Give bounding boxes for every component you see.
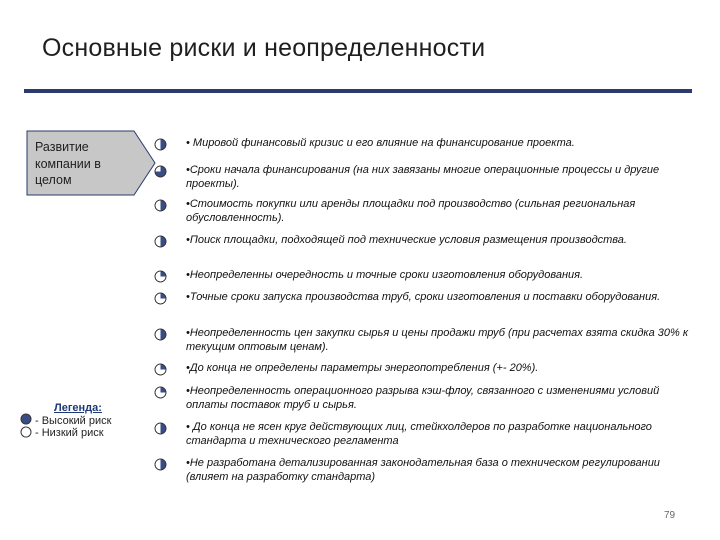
risk-level-icon — [154, 422, 167, 440]
legend-low-row — [20, 427, 150, 440]
risk-level-icon — [154, 138, 167, 156]
risk-text: •Стоимость покупки или аренды площадки под производство (сильная региональная обусловленность). — [186, 198, 636, 224]
risk-level-icon — [154, 199, 167, 217]
legend-low-label: - Низкий риск — [35, 427, 104, 439]
risk-text: • Мировой финансовый кризис и его влияние на финансирование проекта. — [186, 137, 575, 149]
legend-high-label: - Высокий риск — [35, 414, 112, 427]
risk-level-icon — [154, 292, 167, 310]
risk-text: • До конца не ясен круг действующих лиц, стейкхолдеров по разработке национального стандарта и технического регламента — [186, 421, 652, 447]
risk-text: •Поиск площадки, подходящей под технические условия размещения производства. — [186, 234, 627, 246]
page-number: 79 — [664, 510, 676, 521]
risk-text: •Не разработана детализированная законодательная база о техническом регулировании (влияет на разработку стандарта) — [186, 457, 660, 483]
risk-level-icon — [154, 165, 167, 183]
risk-text: •Точные сроки запуска производства труб, сроки изготовления и поставки оборудования. — [186, 291, 661, 303]
title-divider — [24, 89, 692, 93]
risk-text: •До конца не определены параметры энергопотребления (+- 20%). — [186, 362, 539, 374]
risk-level-icon — [154, 235, 167, 253]
risk-level-icon — [154, 386, 167, 404]
low-risk-icon — [20, 426, 32, 442]
category-callout — [26, 130, 156, 196]
category-label: Развитие компании в целом — [35, 140, 101, 187]
risk-text: •Неопределенность цен закупки сырья и цены продажи труб (при расчетах взята скидка 30% к текущим оптовым ценам). — [186, 327, 689, 353]
risk-text: •Неопределенность операционного разрыва кэш-флоу, связанного с изменениями условий оплаты поставок труб и сырья. — [186, 385, 660, 411]
risk-level-icon — [154, 458, 167, 476]
risk-text: •Неопределенны очередность и точные сроки изготовления оборудования. — [186, 269, 584, 281]
legend-title: Легенда: — [54, 402, 102, 414]
legend-high-row — [20, 415, 150, 428]
legend — [20, 402, 150, 440]
risk-level-icon — [154, 328, 167, 346]
risk-text: •Сроки начала финансирования (на них завязаны многие операционные процессы и другие проекты). — [186, 164, 660, 190]
risk-level-icon — [154, 270, 167, 288]
risk-level-icon — [154, 363, 167, 381]
page-title: Основные риски и неопределенности — [42, 34, 486, 62]
